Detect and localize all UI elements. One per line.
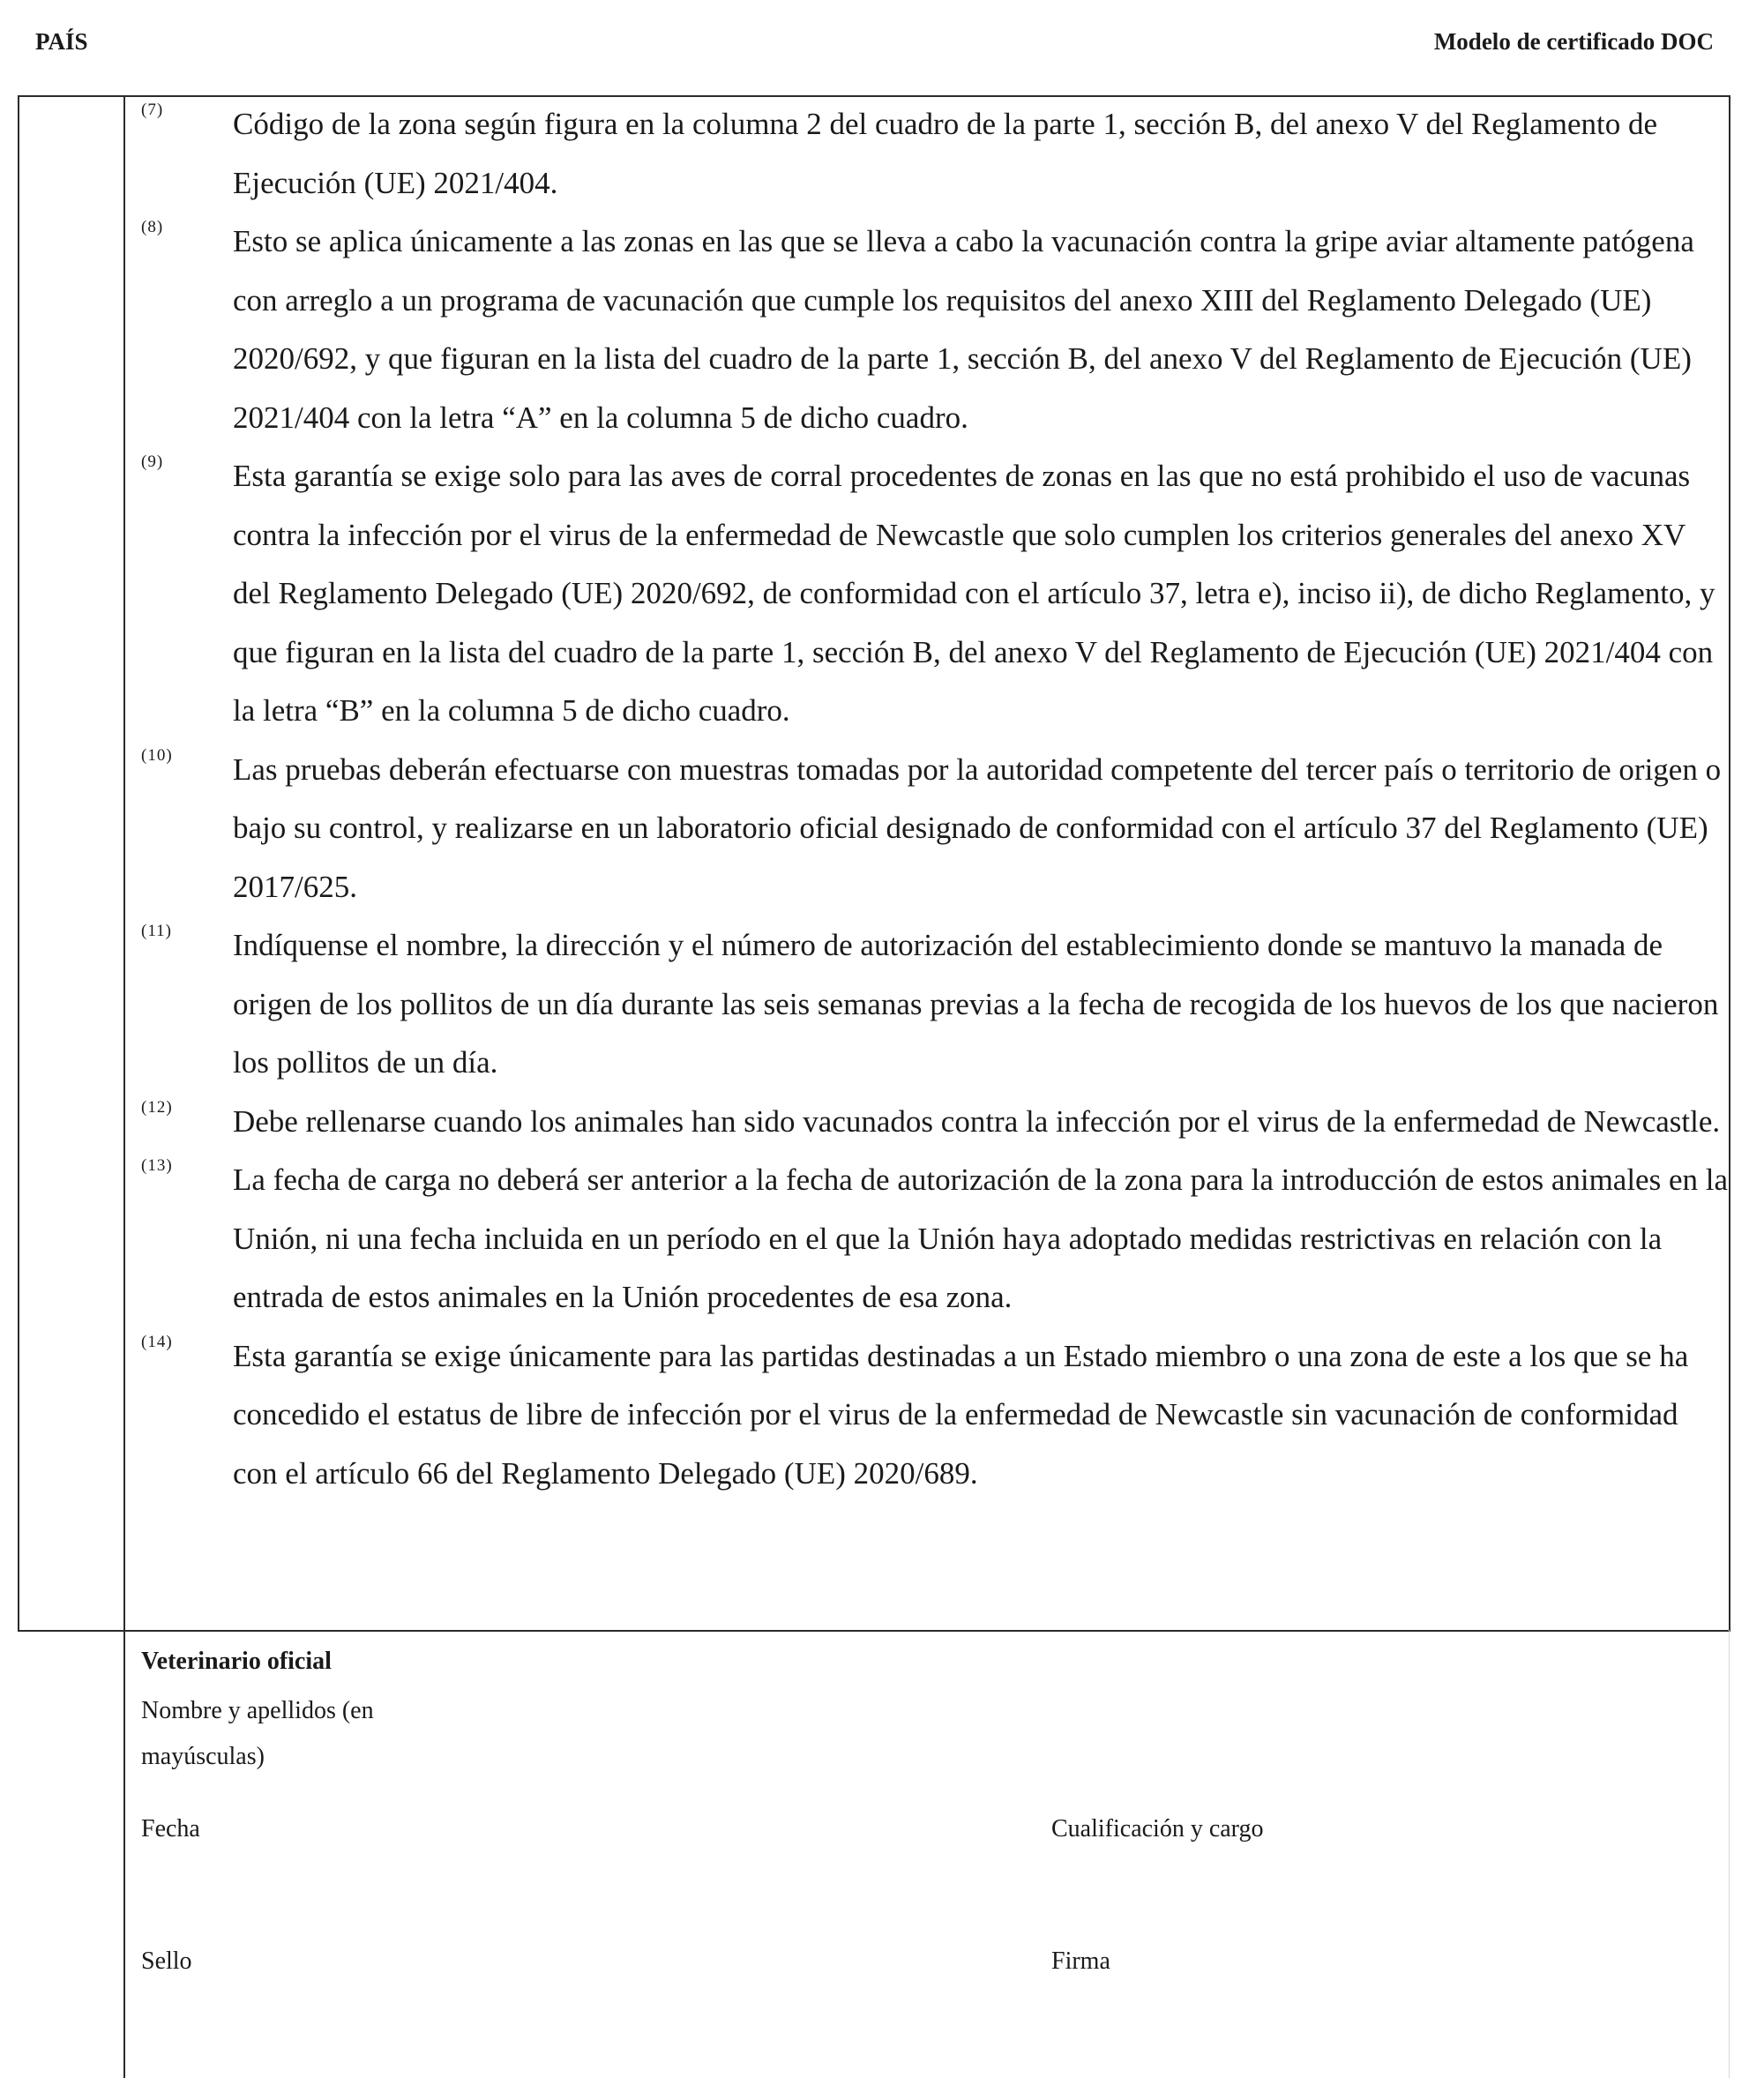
name-label: Nombre y apellidos (en mayúsculas) [141,1697,374,1770]
footnote-marker: (7) [141,101,164,119]
date-label: Fecha [141,1815,200,1843]
footnote-marker: (14) [141,1332,173,1351]
footnote-text: La fecha de carga no deberá ser anterior a la fecha de autorización de la zona para la introducción de estos animales en la Unión, ni una fecha incluida en un período en el que la Unión haya adoptado medidas restrictivas en relación con la entrada de estos animales en la Unión procedentes de esa zona. [233,1162,1729,1314]
official-veterinarian-section [141,1630,1711,2078]
footnote-marker: (10) [141,745,173,765]
footnote-7 [141,95,1729,213]
stamp-label: Sello [141,1947,192,1975]
left-column-rule [123,95,125,2078]
footnote-marker: (9) [141,452,164,471]
certificate-model-header: Modelo de certificado DOC [1433,28,1714,55]
footnote-text: Esto se aplica únicamente a las zonas en las que se lleva a cabo la vacunación contra la gripe aviar altamente patógena con arreglo a un programa de vacunación que cumple los requisitos del anexo XIII del Reglamento Delegado (UE) 2020/692, y que figuran en la lista del cuadro de la parte 1, sección B, del anexo V del Reglamento de Ejecución (UE) 2021/404 con la letra “A” en la columna 5 de dicho cuadro. [233,224,1694,435]
footnote-12 [141,1093,1729,1152]
footnote-13 [141,1151,1729,1327]
qualification-label: Cualificación y cargo [1051,1815,1264,1843]
footnotes-list [141,95,1729,1503]
footnote-9 [141,447,1729,741]
country-header: PAÍS [35,28,88,55]
footnote-text: Esta garantía se exige únicamente para las partidas destinadas a un Estado miembro o una zona de este a los que se ha concedido el estatus de libre de infección por el virus de la enfermedad de Newcastle sin vacunación de conformidad con el artículo 66 del Reglamento Delegado (UE) 2020/689. [233,1338,1689,1491]
footnote-text: Las pruebas deberán efectuarse con muestras tomadas por la autoridad competente del tercer país o territorio de origen o bajo su control, y realizarse en un laboratorio oficial designado de conformidad con el artículo 37 del Reglamento (UE) 2017/625. [233,751,1722,904]
footnote-marker: (8) [141,218,164,236]
footnote-marker: (12) [141,1097,173,1117]
footnote-10 [141,741,1729,917]
footnote-11 [141,916,1729,1093]
footnote-text: Código de la zona según figura en la columna 2 del cuadro de la parte 1, sección B, del anexo V del Reglamento de Ejecución (UE) 2021/404. [233,107,1657,200]
footnote-text: Esta garantía se exige solo para las aves de corral procedentes de zonas en las que no está prohibido el uso de vacunas contra la infección por el virus de la enfermedad de Newcastle que solo cumplen los criterios generales del anexo XV del Reglamento Delegado (UE) 2020/692, de conformidad con el artículo 37, letra e), inciso ii), de dicho Reglamento, y que figuran en la lista del cuadro de la parte 1, sección B, del anexo V del Reglamento de Ejecución (UE) 2021/404 con la letra “B” en la columna 5 de dicho cuadro. [233,459,1715,728]
section-title: Veterinario oficial [141,1648,332,1675]
footnote-marker: (13) [141,1156,173,1175]
footnote-text: Indíquense el nombre, la dirección y el número de autorización del establecimiento donde se mantuvo la manada de origen de los pollitos de un día durante las seis semanas previas a la fecha de recogida de los huevos de los que nacieron los pollitos de un día. [233,928,1719,1080]
footnote-text: Debe rellenarse cuando los animales han sido vacunados contra la infección por el virus de la enfermedad de Newcastle. [233,1103,1721,1139]
right-edge-rule [1729,1630,1730,2078]
footnote-14 [141,1327,1729,1504]
footnote-marker: (11) [141,922,172,940]
footnote-8 [141,213,1729,447]
signature-label: Firma [1051,1947,1110,1975]
